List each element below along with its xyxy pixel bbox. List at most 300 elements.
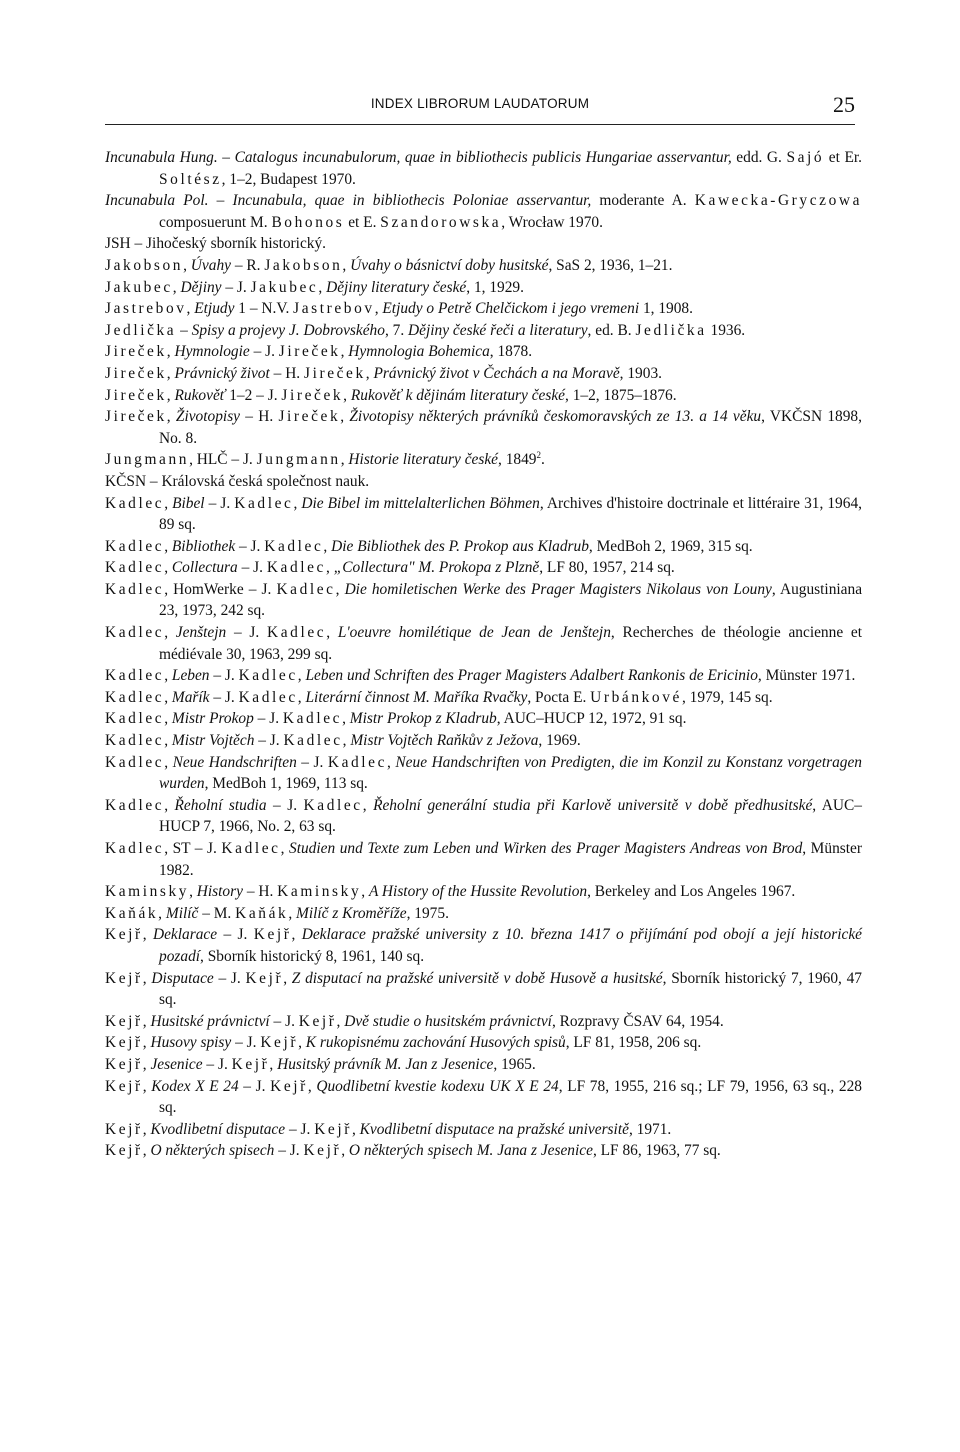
author-name: Soltész (159, 170, 222, 188)
entry-text: , 1–2, 1875–1876. (565, 386, 677, 404)
entry-title-text: Dějiny literatury české (326, 278, 467, 296)
entry-text: et E. (344, 213, 381, 231)
entry-text: – J. (266, 796, 304, 814)
entry-text: – J. (217, 926, 254, 944)
entry-text: – J. (269, 1012, 299, 1030)
entry-text: , (142, 969, 152, 987)
entry-text: , HLČ – J. (189, 451, 257, 469)
entry-title-text: Husovy spisy (150, 1034, 232, 1052)
entry-title-text: Neue Handschriften (172, 753, 297, 771)
bibliography-entry (105, 903, 862, 925)
entry-text: , (158, 904, 166, 922)
entry-title-text: Úvahy o básnictví doby husitské (350, 256, 549, 274)
entry-title-text: Rukověť k dějinám literatury české (350, 386, 566, 404)
author-name: Kadlec (105, 753, 165, 771)
author-name: Kaňák (105, 904, 159, 922)
bibliography-entry (105, 320, 862, 342)
entry-title-text: Spisy a projevy J. Dobrovského (191, 321, 385, 339)
entry-text: , (351, 1120, 360, 1138)
entry-text: – J. (249, 343, 279, 361)
running-title: INDEX LIBRORUM LAUDATORUM (370, 96, 590, 111)
author-name: Kejř (105, 1012, 143, 1030)
bibliography-entry (105, 795, 862, 838)
author-name: Kaňák (235, 904, 289, 922)
bibliography-entry (105, 708, 862, 730)
author-name: Jireček (105, 364, 167, 382)
author-name: Kejř (270, 1077, 308, 1095)
author-name: Kadlec (105, 494, 165, 512)
entry-title-text: Mistr Vojtěch (171, 732, 255, 750)
author-name: Jakobson (264, 256, 343, 274)
entry-text: – J. (253, 710, 283, 728)
bibliography-entry (105, 665, 862, 687)
author-name: Kadlec (276, 580, 336, 598)
author-name: Urbánkové (590, 688, 682, 706)
entry-text: 1, 1908. (639, 300, 693, 318)
author-name: Kadlec (238, 688, 298, 706)
author-name: Kadlec (264, 537, 324, 555)
entry-text: , (307, 1077, 317, 1095)
entry-text: – J. (204, 494, 235, 512)
entry-title-text: Quodlibetní kvestie kodexu UK X E 24 (316, 1077, 559, 1095)
entry-title-text: History (196, 883, 243, 901)
entry-text: – H. (269, 364, 304, 382)
entry-title-text: Historie literatury české (348, 451, 499, 469)
entry-text: , Berkeley and Los Angeles 1967. (587, 883, 796, 901)
entry-title-text: Deklarace pražské university z 10. března 1417 o přijímání pod obojí a její historické pozadí (159, 926, 862, 965)
author-name: Kejř (105, 926, 143, 944)
entry-text: – (217, 149, 235, 166)
author-name: Kejř (105, 1055, 143, 1073)
entry-text: – J. (221, 278, 251, 296)
author-name: Kadlec (105, 559, 165, 577)
entry-text: – J. (226, 624, 268, 642)
entry-title-text: Kvodlibetní disputace na pražské universitě (359, 1120, 629, 1138)
entry-text: , (164, 537, 172, 555)
entry-text: , Sborník historický 8, 1961, 140 sq. (200, 947, 425, 965)
entry-text: , HomWerke – J. (164, 580, 277, 598)
author-name: Jireček (105, 408, 167, 426)
entry-text: , (340, 451, 349, 469)
author-name: Kadlec (105, 840, 165, 857)
author-name: Kadlec (105, 537, 165, 555)
entry-text: , Pocta E. (527, 688, 591, 706)
entry-text: et Er. (824, 149, 863, 166)
entry-text: , (387, 753, 396, 771)
entry-text: – J. (274, 1142, 304, 1160)
entry-title-text: Řeholní generální studia při Karlově universitě v době předhusitské (373, 796, 813, 814)
entry-title-text: Neue Handschriften von Predigten, die im Konzil zu Konstanz vorgetragen wurden (159, 753, 862, 793)
author-name: Kejř (105, 1034, 143, 1052)
bibliography-entry (105, 147, 862, 190)
author-name: Kadlec (105, 667, 165, 685)
author-name: Jireček (105, 343, 167, 361)
entry-text: , (361, 883, 369, 901)
author-name: Kadlec (283, 732, 343, 750)
entry-text: , (365, 364, 374, 382)
bibliography-entry (105, 493, 862, 536)
bibliography-entry (105, 190, 862, 233)
entry-text: , 1969. (538, 732, 581, 750)
author-name: Kejř (245, 969, 284, 987)
entry-text: , (362, 796, 374, 814)
entry-text: , (189, 883, 197, 901)
entry-text: , (297, 667, 306, 685)
entry-text: – J. (213, 969, 246, 987)
entry-text: , (172, 278, 181, 296)
entry-title-text: Úvahy (190, 256, 231, 274)
entry-text: , (340, 343, 349, 361)
header-rule (105, 124, 855, 125)
entry-title-text: Životopisy (175, 408, 241, 426)
author-name: Jireček (304, 364, 366, 382)
bibliography-entry (105, 255, 862, 277)
entry-text: , MedBoh 2, 1969, 315 sq. (588, 537, 753, 555)
entry-title-text: Catalogus incunabulorum, quae in bibliothecis publicis Hungariae asservantur, (234, 149, 732, 166)
author-name: Kadlec (238, 667, 298, 685)
entry-title-text: O některých spisech M. Jana z Jesenice (348, 1142, 593, 1160)
author-name: Kejř (260, 1034, 299, 1052)
entry-text: , AUC–HUCP 7, 1966, No. 2, 63 sq. (159, 796, 862, 836)
entry-text: moderante A. (591, 192, 695, 210)
entry-text: , 1971. (628, 1120, 672, 1138)
entry-text: , (142, 1077, 152, 1095)
superscript: 2 (536, 450, 541, 461)
entry-text: , VKČSN 1898, No. 8. (159, 408, 862, 447)
entry-title-text: Právnický život (174, 364, 270, 382)
entry-title-text: Incunabula, quae in bibliothecis Poloniae asservantur, (232, 192, 592, 210)
entry-text: – J. (209, 688, 239, 706)
author-name: Jireček (281, 386, 344, 404)
entry-text: , Augustiniana 23, 1973, 242 sq. (159, 580, 863, 620)
entry-text: JSH – Jihočeský sborník historický. (105, 235, 327, 253)
entry-text: , AUC–HUCP 12, 1972, 91 sq. (496, 710, 687, 728)
entry-text: , (166, 364, 175, 382)
bibliography-entry (105, 924, 862, 967)
entry-text: , (283, 969, 292, 987)
entry-text: , (164, 688, 172, 706)
entry-text: , 1975. (406, 904, 449, 922)
entry-text: , (280, 840, 289, 857)
entry-title-text: Jesenice (150, 1055, 203, 1073)
entry-text: . (541, 451, 545, 469)
entry-text: , (288, 904, 297, 922)
entry-title-text: Leben (171, 667, 210, 685)
bibliography-entry (105, 1076, 862, 1119)
bibliography-entry (105, 1119, 862, 1141)
bibliography-entry (105, 968, 862, 1011)
entry-text: , (142, 1034, 151, 1052)
author-name: Kaminsky (277, 883, 362, 901)
bibliography-entry (105, 557, 862, 579)
author-name: Kejř (314, 1120, 352, 1138)
entry-text: – H. (240, 408, 279, 426)
entry-text: , (342, 710, 350, 728)
page-number: 25 (833, 92, 855, 117)
entry-text: , LF 86, 1963, 77 sq. (592, 1142, 721, 1160)
entry-text: , (164, 667, 172, 685)
author-name: Kejř (231, 1055, 270, 1073)
entry-title-text: Rukověť (174, 386, 226, 404)
entry-text: – J. (285, 1120, 315, 1138)
author-name: Sajó (786, 149, 825, 166)
author-name: Kadlec (266, 559, 326, 577)
author-name: Kaminsky (105, 883, 190, 901)
entry-text: – J. (209, 667, 239, 685)
bibliography-entry (105, 233, 862, 255)
author-name: Kejř (105, 1142, 143, 1160)
bibliography-entry (105, 341, 862, 363)
entry-title-text: Dvě studie o husitském právnictví (344, 1012, 552, 1030)
author-name: Kadlec (105, 624, 165, 642)
entry-text: – J. (254, 732, 284, 750)
author-name: Jedlička (635, 321, 707, 339)
entry-text: , 1903. (619, 364, 662, 382)
entry-text: – J. (238, 1077, 271, 1095)
bibliography-entry (105, 406, 862, 449)
entry-title-text: L'oeuvre homilétique de Jean de Jenštejn (337, 624, 611, 642)
entry-text: , (336, 1012, 345, 1030)
entry-text: , (326, 624, 338, 642)
entry-text: , (164, 624, 176, 642)
entry-text: , 1849 (498, 451, 537, 469)
entry-title-text: Řeholní studia (174, 796, 267, 814)
entry-text: – J. (202, 1055, 232, 1073)
author-name: Kadlec (105, 580, 165, 598)
entry-title-text: Mistr Vojtěch Raňkův z Ježova (350, 732, 539, 750)
entry-text: , 1965. (493, 1055, 536, 1073)
entry-text: , 1, 1929. (466, 278, 524, 296)
entry-text: , Sborník historický 7, 1960, 47 sq. (159, 969, 862, 1009)
bibliography-entry (105, 730, 862, 752)
entry-text: , (142, 1120, 151, 1138)
entry-text: , (291, 926, 302, 944)
entry-text: , (164, 796, 175, 814)
entry-text: , (269, 1055, 278, 1073)
entry-title-text: Incunabula Pol. (105, 192, 209, 210)
entry-text: 1936. (706, 321, 746, 339)
bibliography-entry (105, 838, 862, 881)
entry-text: , 7. (384, 321, 409, 339)
author-name: Kadlec (282, 710, 343, 728)
entry-text: , (326, 559, 334, 577)
author-name: Jungmann (256, 451, 341, 469)
author-name: Kadlec (303, 796, 363, 814)
entry-text: , 1979, 145 sq. (681, 688, 773, 706)
entry-text: , ST – J. (164, 840, 222, 857)
entry-text: , (164, 559, 172, 577)
entry-text: , (342, 256, 351, 274)
entry-text: , (183, 256, 191, 274)
entry-text: , (164, 710, 172, 728)
author-name: Jungmann (105, 451, 190, 469)
entry-title-text: Hymnologia Bohemica (348, 343, 490, 361)
entry-text: , (166, 408, 176, 426)
entry-title-text: K rukopisnému zachování Husových spisů (305, 1034, 566, 1052)
entry-text: , (335, 580, 345, 598)
entry-title-text: Mistr Prokop (171, 710, 254, 728)
author-name: Jireček (105, 386, 167, 404)
author-name: Kadlec (105, 732, 165, 750)
entry-title-text: Životopisy některých právníků českomoravských ze 13. a 14 věku (349, 408, 762, 426)
entry-text: composuerunt M. (159, 213, 272, 231)
entry-title-text: Mařík (171, 688, 210, 706)
bibliography-entry (105, 752, 862, 795)
bibliography-entry (105, 1011, 862, 1033)
entry-text: , (164, 494, 173, 512)
bibliography-entry (105, 449, 862, 471)
entry-text: , (342, 732, 351, 750)
entry-title-text: Milíč (165, 904, 199, 922)
entry-title-text: Leben und Schriften des Prager Magisters Adalbert Rankonis de Ericinio (305, 667, 758, 685)
entry-title-text: „Collectura" M. Prokopa z Plzně (333, 559, 540, 577)
entry-text: , (340, 408, 350, 426)
author-name: Jireček (278, 408, 341, 426)
entry-title-text: Die Bibliothek des P. Prokop aus Kladrub (331, 537, 589, 555)
entry-title-text: Z disputací na pražské universitě v době Husově a husitské (291, 969, 663, 987)
bibliography-entry (105, 471, 862, 493)
entry-text: , (166, 386, 175, 404)
entry-text: , (293, 494, 302, 512)
entry-text: , LF 81, 1958, 206 sq. (565, 1034, 702, 1052)
entry-text: , LF 80, 1957, 214 sq. (539, 559, 675, 577)
entry-title-text: Die homiletischen Werke des Prager Magisters Nikolaus von Louny (344, 580, 772, 598)
author-name: Jakobson (105, 256, 184, 274)
author-name: Kadlec (267, 624, 327, 642)
entry-title-text: Dějiny české řeči a literatury (408, 321, 588, 339)
entry-title-text: Kodex X E 24 (151, 1077, 239, 1095)
author-name: Kadlec (105, 688, 165, 706)
entry-text: , (341, 1142, 349, 1160)
entry-text: , (142, 1142, 151, 1160)
entry-title-text: Etjudy (194, 300, 235, 318)
entry-text: – J. (296, 753, 328, 771)
entry-text: , (142, 1055, 151, 1073)
bibliography-entry (105, 622, 862, 665)
bibliography-entry (105, 536, 862, 558)
entry-title-text: Husitské právnictví (150, 1012, 270, 1030)
author-name: Jastrebov (293, 300, 375, 318)
entry-text: , MedBoh 1, 1969, 113 sq. (204, 775, 368, 793)
entry-text: , (323, 537, 332, 555)
entry-text: , Wrocław 1970. (501, 213, 603, 231)
bibliography-list (105, 147, 862, 1162)
entry-text: – H. (242, 883, 278, 901)
entry-title-text: Husitský právník M. Jan z Jesenice (277, 1055, 494, 1073)
entry-title-text: Kvodlibetní disputace (150, 1120, 286, 1138)
entry-text: – R. (230, 256, 265, 274)
entry-title-text: Právnický život v Čechách a na Moravě (373, 364, 620, 382)
entry-text: 1–2 – J. (225, 386, 282, 404)
entry-text: – (176, 321, 192, 339)
entry-text: , LF 78, 1955, 216 sq.; LF 79, 1956, 63 sq., 228 sq. (159, 1077, 862, 1117)
author-name: Kadlec (221, 840, 281, 857)
entry-title-text: A History of the Hussite Revolution (368, 883, 588, 901)
entry-title-text: Etjudy o Petrě Chelčickom i jego vremeni (382, 300, 640, 318)
entry-text: , Recherches de théologie ancienne et médiévale 30, 1963, 299 sq. (159, 624, 863, 663)
author-name: Szandorowska (380, 213, 502, 231)
entry-title-text: Collectura (171, 559, 238, 577)
entry-title-text: Hymnologie (174, 343, 250, 361)
entry-title-text: Deklarace (152, 926, 218, 944)
bibliography-entry (105, 579, 862, 622)
entry-text: , (164, 732, 172, 750)
author-name: Kejř (298, 1012, 337, 1030)
entry-text: , (186, 300, 195, 318)
entry-title-text: Disputace (151, 969, 214, 987)
entry-title-text: Bibel (172, 494, 205, 512)
entry-text: edd. G. (731, 149, 787, 166)
entry-text: – J. (231, 1034, 261, 1052)
author-name: Kejř (105, 969, 143, 987)
author-name: Kadlec (234, 494, 294, 512)
bibliography-entry (105, 385, 862, 407)
bibliography-entry (105, 1054, 862, 1076)
entry-title-text: Jenštejn (175, 624, 227, 642)
entry-title-text: Literární činnost M. Maříka Rvačky (305, 688, 528, 706)
entry-text: , (343, 386, 351, 404)
entry-title-text: O některých spisech (150, 1142, 275, 1160)
entry-title-text: Dějiny (180, 278, 222, 296)
entry-title-text: Milíč z Kroměříže (296, 904, 407, 922)
bibliography-entry (105, 687, 862, 709)
entry-text: , Münster 1982. (159, 840, 862, 879)
entry-text: , 1878. (489, 343, 533, 361)
bibliography-entry (105, 881, 862, 903)
entry-text: , Archives d'histoire doctrinale et littéraire 31, 1964, 89 sq. (159, 494, 862, 534)
entry-text: , SaS 2, 1936, 1–21. (548, 256, 673, 274)
author-name: Bohonos (271, 213, 345, 231)
entry-text: , (297, 688, 306, 706)
entry-text: – M. (198, 904, 236, 922)
entry-text: , ed. B. (587, 321, 636, 339)
entry-text: , (142, 1012, 151, 1030)
entry-text: , Rozpravy ČSAV 64, 1954. (551, 1012, 724, 1030)
entry-text: – (208, 192, 233, 210)
bibliography-entry (105, 277, 862, 299)
entry-title-text: Mistr Prokop z Kladrub (349, 710, 497, 728)
author-name: Jireček (278, 343, 341, 361)
entry-title-text: Studien und Texte zum Leben und Wirken des Prager Magisters Andreas von Brod (289, 840, 803, 857)
author-name: Kejř (253, 926, 292, 944)
author-name: Kejř (105, 1120, 143, 1138)
author-name: Kadlec (105, 796, 165, 814)
entry-text: , 1–2, Budapest 1970. (221, 170, 356, 188)
author-name: Kejř (303, 1142, 342, 1160)
entry-text: , (166, 343, 175, 361)
author-name: Jastrebov (105, 300, 187, 318)
bibliography-entry (105, 1032, 862, 1054)
entry-text: , (318, 278, 327, 296)
entry-text: – J. (237, 559, 267, 577)
entry-text: , (298, 1034, 306, 1052)
bibliography-entry (105, 298, 862, 320)
bibliography-entry (105, 363, 862, 385)
entry-text: , (374, 300, 383, 318)
entry-title-text: Die Bibel im mittelalterlichen Böhmen (301, 494, 540, 512)
entry-text: KČSN – Královská česká společnost nauk. (105, 472, 370, 490)
author-name: Kadlec (105, 710, 165, 728)
entry-text: , (142, 926, 153, 944)
entry-text: , (164, 753, 173, 771)
author-name: Kadlec (327, 753, 388, 771)
entry-title-text: Bibliothek (171, 537, 236, 555)
entry-text: 1 – N.V. (234, 300, 294, 318)
entry-title-text: Incunabula Hung. (105, 149, 218, 166)
running-header (105, 94, 855, 124)
author-name: Jedlička (105, 321, 177, 339)
bibliography-entry (105, 1140, 862, 1162)
